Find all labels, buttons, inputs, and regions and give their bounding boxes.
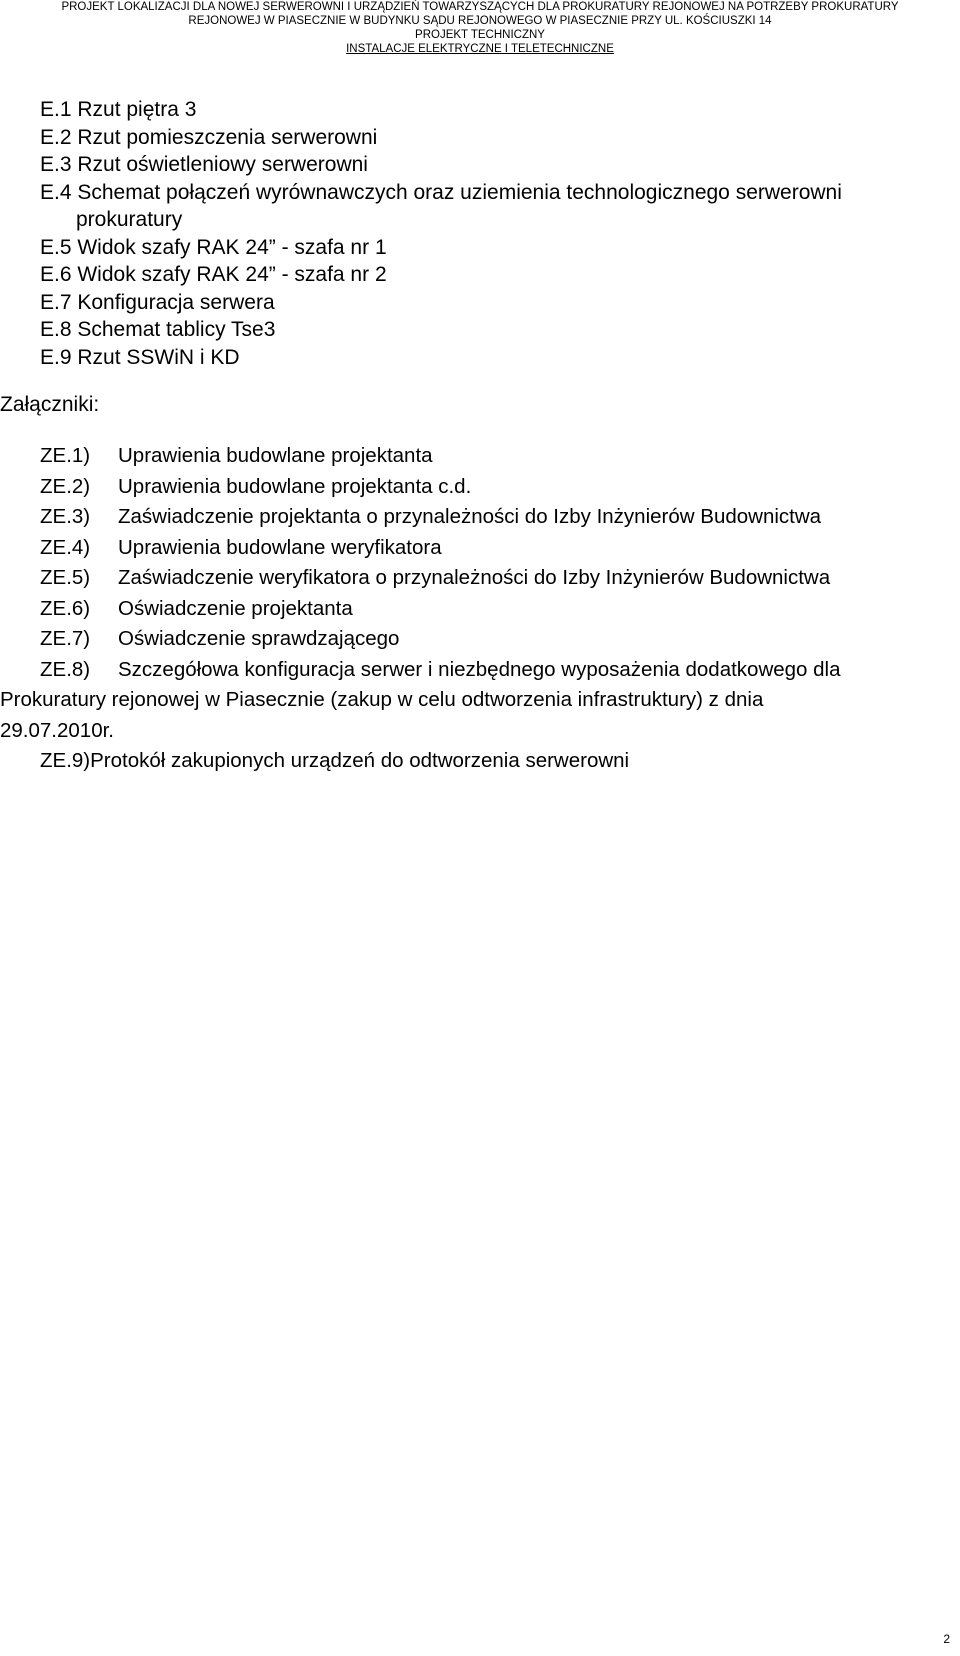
attachment-text: Protokół zakupionych urządzeń do odtworzenia serwerowni bbox=[90, 749, 630, 772]
attachment-code: ZE.7) bbox=[40, 627, 91, 650]
attachment-item bbox=[0, 533, 960, 564]
attachment-code: ZE.2) bbox=[40, 474, 91, 498]
attachments-heading: Załączniki: bbox=[0, 393, 100, 416]
attachment-text: Oświadczenie projektanta bbox=[118, 596, 353, 620]
attachment-text: Uprawienia budowlane projektanta bbox=[118, 444, 433, 467]
attachment-item bbox=[0, 594, 960, 625]
attachment-code: ZE.4) bbox=[40, 535, 91, 559]
page-number: 2 bbox=[943, 1632, 950, 1646]
drawing-item: E.3 Rzut oświetleniowy serwerowni bbox=[40, 153, 368, 176]
attachment-text: Oświadczenie sprawdzającego bbox=[118, 627, 400, 650]
attachment-text: Zaświadczenie weryfikatora o przynależności do Izby Inżynierów Budownictwa bbox=[118, 566, 831, 589]
drawing-item: E.7 Konfiguracja serwera bbox=[40, 290, 275, 314]
header-line-3: PROJEKT TECHNICZNY bbox=[415, 29, 545, 41]
attachment-code: ZE.6) bbox=[40, 596, 91, 620]
attachment-code: ZE.1) bbox=[40, 444, 91, 467]
attachment-text: Szczegółowa konfiguracja serwer i niezbędnego wyposażenia dodatkowego dla bbox=[118, 657, 841, 681]
drawing-item: E.6 Widok szafy RAK 24” - szafa nr 2 bbox=[40, 263, 387, 286]
attachment-code: ZE.9) bbox=[40, 749, 91, 772]
attachment-item bbox=[0, 624, 960, 655]
attachment-continuation: 29.07.2010r. bbox=[0, 718, 114, 742]
drawings-list bbox=[40, 96, 842, 371]
attachment-text: Zaświadczenie projektanta o przynależności do Izby Inżynierów Budownictwa bbox=[118, 505, 822, 528]
attachments-list bbox=[0, 441, 960, 777]
drawing-item: E.9 Rzut SSWiN i KD bbox=[40, 345, 240, 369]
header-line-4: INSTALACJE ELEKTRYCZNE I TELETECHNICZNE bbox=[346, 43, 614, 55]
drawing-item: E.2 Rzut pomieszczenia serwerowni bbox=[40, 125, 378, 149]
drawing-item: E.4 Schemat połączeń wyrównawczych oraz uziemienia technologicznego serwerowni bbox=[40, 180, 842, 204]
attachment-item bbox=[0, 472, 960, 503]
drawing-item: E.1 Rzut piętra 3 bbox=[40, 98, 197, 121]
attachment-code: ZE.3) bbox=[40, 505, 91, 528]
drawing-item: E.5 Widok szafy RAK 24” - szafa nr 1 bbox=[40, 235, 387, 259]
attachment-item bbox=[0, 655, 960, 686]
attachment-item bbox=[0, 502, 960, 533]
attachment-item bbox=[0, 563, 960, 594]
drawing-item: E.8 Schemat tablicy Tse3 bbox=[40, 318, 276, 341]
drawing-item-continuation: prokuratury bbox=[76, 208, 183, 231]
document-header bbox=[0, 0, 960, 56]
header-line-2: REJONOWEJ W PIASECZNIE W BUDYNKU SĄDU REJONOWEGO W PIASECZNIE PRZY UL. KOŚCIUSZKI 14 bbox=[188, 15, 772, 27]
attachment-code: ZE.5) bbox=[40, 566, 91, 589]
header-line-1: PROJEKT LOKALIZACJI DLA NOWEJ SERWEROWNI I URZĄDZIEŃ TOWARZYSZĄCYCH DLA PROKURATURY REJONOWEJ NA POTRZEBY PROKURATURY bbox=[61, 1, 899, 13]
attachment-text: Uprawienia budowlane projektanta c.d. bbox=[118, 474, 472, 498]
attachment-item bbox=[0, 746, 960, 777]
attachment-continuation: Prokuratury rejonowej w Piasecznie (zakup w celu odtworzenia infrastruktury) z dnia bbox=[0, 688, 764, 711]
attachment-text: Uprawienia budowlane weryfikatora bbox=[118, 535, 442, 559]
attachment-item bbox=[0, 441, 960, 472]
attachment-code: ZE.8) bbox=[40, 657, 91, 681]
